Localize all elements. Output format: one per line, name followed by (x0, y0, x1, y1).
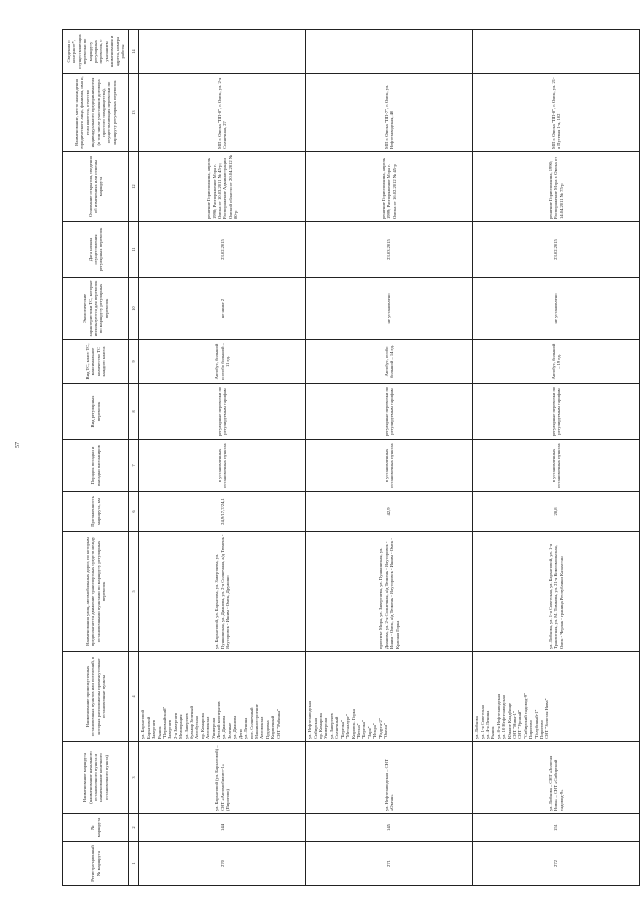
header-cell: Порядок посадки и высадки пассажиров (63, 440, 129, 492)
stop-item: "Сибирский садовод-9" (522, 693, 528, 739)
stop-item: бульвар Зеленый (189, 706, 195, 739)
vehicle-cell: Автобус, особо большой – 14 ед. (306, 340, 473, 384)
stop-item: ул. Завертяев (183, 713, 189, 739)
stop-item: ул. Лобкова (474, 716, 480, 739)
stop-item: "Голубиный-1" (533, 709, 539, 739)
column-number: 9 (129, 340, 139, 384)
reg-number-cell: 270 (139, 842, 306, 886)
stop-item: 2-я Завертяев (172, 712, 178, 739)
stop-item: Южное Кладбище (506, 702, 512, 739)
stop-item: Рынок (490, 726, 496, 739)
stop-item: Машиностроение (253, 704, 259, 739)
streets-cell: проспект Мира, ул. Завертяева, ул. Пушкинская, ул. Дианова, ул. 2-я Солнечная, а/д Тюмень - Ялуторовск - Ишим - Омск, а/д Тюмень - Ялуторовск - Ишим - Омск - Красная Горка (306, 532, 473, 652)
stop-item: Зеленые (226, 722, 232, 739)
table-row (473, 30, 640, 886)
stops-cell (473, 652, 640, 742)
transport-kind-cell: регулярные перевозки по регулируемым тарифам (473, 384, 640, 440)
basis-cell: решение Горисполкома, апрель 1999; Распоряжение Мэра г. Омска от 16.02.2012 № 45-р (306, 152, 473, 222)
stop-item: Рынок (156, 726, 162, 739)
route-rows (139, 30, 640, 886)
stop-item: Солнечный (334, 716, 340, 739)
stop-item: ул. 1-я Советская (479, 705, 485, 739)
column-number: 1 (129, 842, 139, 886)
column-number: 3 (129, 742, 139, 814)
page-number: 57 (15, 442, 21, 448)
column-number: 8 (129, 384, 139, 440)
stop-item: "Радуга-2" (377, 718, 383, 739)
stop-item: пр. Комарова (318, 713, 324, 739)
contract-cell (139, 30, 306, 74)
stop-item: Кировск. Горка (350, 709, 356, 739)
stop-item: ул. Завертяев (328, 713, 334, 739)
stop-item: "Березка" (361, 720, 367, 739)
header-cell: Экологические характеристики ТС, которые используются для перевозок по маршруту регулярных перевозок (63, 278, 129, 340)
basis-cell: решение Горисполкома, 1990; Распоряжение Мэра г. Омска от 14.04.2011 № 75-р (473, 152, 640, 222)
route-name-cell: ул. Бархатовой (ул. Бархатовой) – СНТ «Автомобилист-1» (Пирогово) (139, 742, 306, 814)
carrier-cell: МП г. Омска "ПП-8", г. Омск, ул. 2-я Солнечная, 27 (139, 74, 306, 152)
stop-item: Депо (237, 729, 243, 739)
boarding-cell: в установленных остановочных пунктах (306, 440, 473, 492)
stop-item: ул. 4-я Ленина (484, 710, 490, 739)
basis-cell: решение Горисполкома, апрель 1998; Распоряжение Мэра г. Омска от 10.03.2011 № 45-р; Распоряжение Администрации Омской области от 20.04.2012 № 80-р (139, 152, 306, 222)
route-name-cell: ул. Нефтезаводская – СНТ «Океан» (306, 742, 473, 814)
stop-item: Бархатовой (145, 716, 151, 739)
header-cell: Основание открытия, сведения об изменениях или отмены маршрута (63, 152, 129, 222)
boarding-cell: в установленных остановочных пунктах (473, 440, 640, 492)
header-cell: Сведения о контракте*, осуществляющих перевозки по маршруту регулярных перевозок, с указанием наименования и адреса, номера работы (63, 30, 129, 74)
stop-item: Универсам (210, 717, 216, 739)
stop-item: СНТ "Нива-1" (511, 711, 517, 739)
header-cell: Наименование, место нахождения юридического лица, фамилия, имя и, если имеется, отчество индивидуального предпринимателя (в том числе участников договора простого товарищества), осуществляющих перевозки по маршруту регулярных перевозок (63, 74, 129, 152)
header-cell: № маршрута (63, 814, 129, 842)
stop-item: Сибирская (312, 718, 318, 739)
stop-item: "Искра" (372, 723, 378, 739)
stop-item: "Весна" (355, 723, 361, 739)
boarding-cell: в установленных остановочных пунктах (139, 440, 306, 492)
column-number: 7 (129, 440, 139, 492)
rotated-table-container (62, 30, 640, 886)
stop-item: "Березка" (339, 720, 345, 739)
table-row (139, 30, 306, 886)
vehicle-cell: Автобус, большой и особо большой – 11 ед. (139, 340, 306, 384)
header-cell: Наименование маршрута (наименование начального остановочного пункта и наименование конечного остановочного пункта) (63, 742, 129, 814)
contract-cell (473, 30, 640, 74)
stop-item: ул. Бархатовой (140, 710, 146, 739)
route-number-cell: 144 (139, 814, 306, 842)
stop-item: "Первомайский" (162, 706, 168, 739)
stop-item: пр. Комарова (199, 713, 205, 739)
stop-item: "Металлург" (345, 713, 351, 739)
stop-item: Кирпичный (270, 715, 276, 739)
stop-item: Завертяев (151, 719, 157, 739)
streets-cell: ул. Лобкова, ул. 1-я Советская, ул. Бархатовой, ул. 1-я Транзитная, ул. М. Тимкова, ул. 21-я Комсомольская, Омск - Черлак - граница Республики Казахстан (473, 532, 640, 652)
start-date-cell: 23.02.2015 (139, 222, 306, 278)
header-row (63, 30, 129, 886)
stop-item: Универсам (323, 717, 329, 739)
start-date-cell: 23.03.2015 (306, 222, 473, 278)
carrier-cell: МП г. Омска "ПП-7", г. Омск, ул. Нефтезаводская, 40 (306, 74, 473, 152)
stop-item: СНТ "Золотая Нива" (544, 698, 550, 739)
column-number: 14 (129, 30, 139, 74)
column-number: 11 (129, 222, 139, 278)
stop-item: ул. Дианова (221, 715, 227, 739)
transport-kind-cell: регулярные перевозки по регулируемым тарифам (139, 384, 306, 440)
header-cell: Протяженность маршрута, км (63, 492, 129, 532)
table-row (306, 30, 473, 886)
eco-cell: не установлено (306, 278, 473, 340)
streets-cell: ул. Бархатовой, ул. Бархатова, ул. Завертяева, ул. Пушкинская, ул. Дианова, ул. 2-я Солнечная, а/д Тюмень - Ялуторовск - Ишим - Омск, Дружино (139, 532, 306, 652)
header-cell: Вид регулярных перевозок (63, 384, 129, 440)
header-cell: Дата начала осуществления регулярных перевозок (63, 222, 129, 278)
stop-item: пос. Солнечный (248, 707, 254, 739)
header-cell: Регистра-ционный № маршрута (63, 842, 129, 886)
length-cell: 42,9 (306, 492, 473, 532)
contract-cell (306, 30, 473, 74)
stop-item: "Заря" (366, 726, 372, 739)
stop-item: ул. Дианова (232, 715, 238, 739)
vehicle-cell: Автобус, большой – 19 ед. (473, 340, 640, 384)
header-cell: Наименование промежуточных остановочных пунктов или поселений, в которых расположены промежуточные остановочные пункты (63, 652, 129, 742)
reg-number-cell: 272 (473, 842, 640, 886)
stop-item: Пирогово (528, 720, 534, 739)
stop-item: ул. 10 Нефтезаводская (501, 695, 507, 739)
column-number: 12 (129, 152, 139, 222)
stop-item: Автобусная (194, 716, 200, 739)
column-number: 6 (129, 492, 139, 532)
carrier-cell: МП г. Омска "ПП-8", г. Омск, ул. 21-я Путевая 1-я, 102 (473, 74, 640, 152)
stop-item: Прудовка (264, 720, 270, 739)
stop-item: СНТ "Урожай" (517, 709, 523, 739)
route-name-cell: ул. Лобкова – СНТ «Золотая Нива» – СНТ «Сибирский садовод-9» (473, 742, 640, 814)
column-number: 10 (129, 278, 139, 340)
stop-item: СНТ "Рябинка" (275, 708, 281, 739)
stop-item: "Океан" (382, 723, 388, 739)
column-number: 4 (129, 652, 139, 742)
stops-cell (306, 652, 473, 742)
route-number-cell: 151 (473, 814, 640, 842)
column-number-row (129, 30, 139, 886)
stop-item: Автовокзал (205, 716, 211, 739)
stop-item: Мелиорация (178, 714, 184, 739)
stop-item: Лесной кооператив (216, 701, 222, 739)
start-date-cell: 23.02.2015 (473, 222, 640, 278)
stops-cell (139, 652, 306, 742)
transport-kind-cell: регулярные перевозки по регулируемым тарифам (306, 384, 473, 440)
eco-cell: не установлено (473, 278, 640, 340)
stop-item: ул. Ленина (243, 717, 249, 739)
length-cell: 28,8 (473, 492, 640, 532)
column-number: 13 (129, 74, 139, 152)
stop-item: ул. Нефтезаводская (307, 700, 313, 739)
length-cell: 24,9/17,7/24,1 (139, 492, 306, 532)
header-cell: Вид ТС, класс ТС, максимальное количество ТС каждого класса (63, 340, 129, 384)
reg-number-cell: 271 (306, 842, 473, 886)
route-number-cell: 145 (306, 814, 473, 842)
stop-item: Автовокзал (259, 716, 265, 739)
stop-item: ул. 8-я Нефтезаводская (495, 693, 501, 739)
column-number: 2 (129, 814, 139, 842)
column-number: 5 (129, 532, 139, 652)
stop-item: Завертяев (167, 719, 173, 739)
eco-cell: не ниже 2 (139, 278, 306, 340)
header-cell: Наименования улиц, автомобильных дорог, по которым предполагается движение транспортных средств между остановочными пунктами по маршруту регулярных перевозок (63, 532, 129, 652)
stop-item: Пирогово (538, 720, 544, 739)
routes-registry-table (62, 29, 640, 886)
